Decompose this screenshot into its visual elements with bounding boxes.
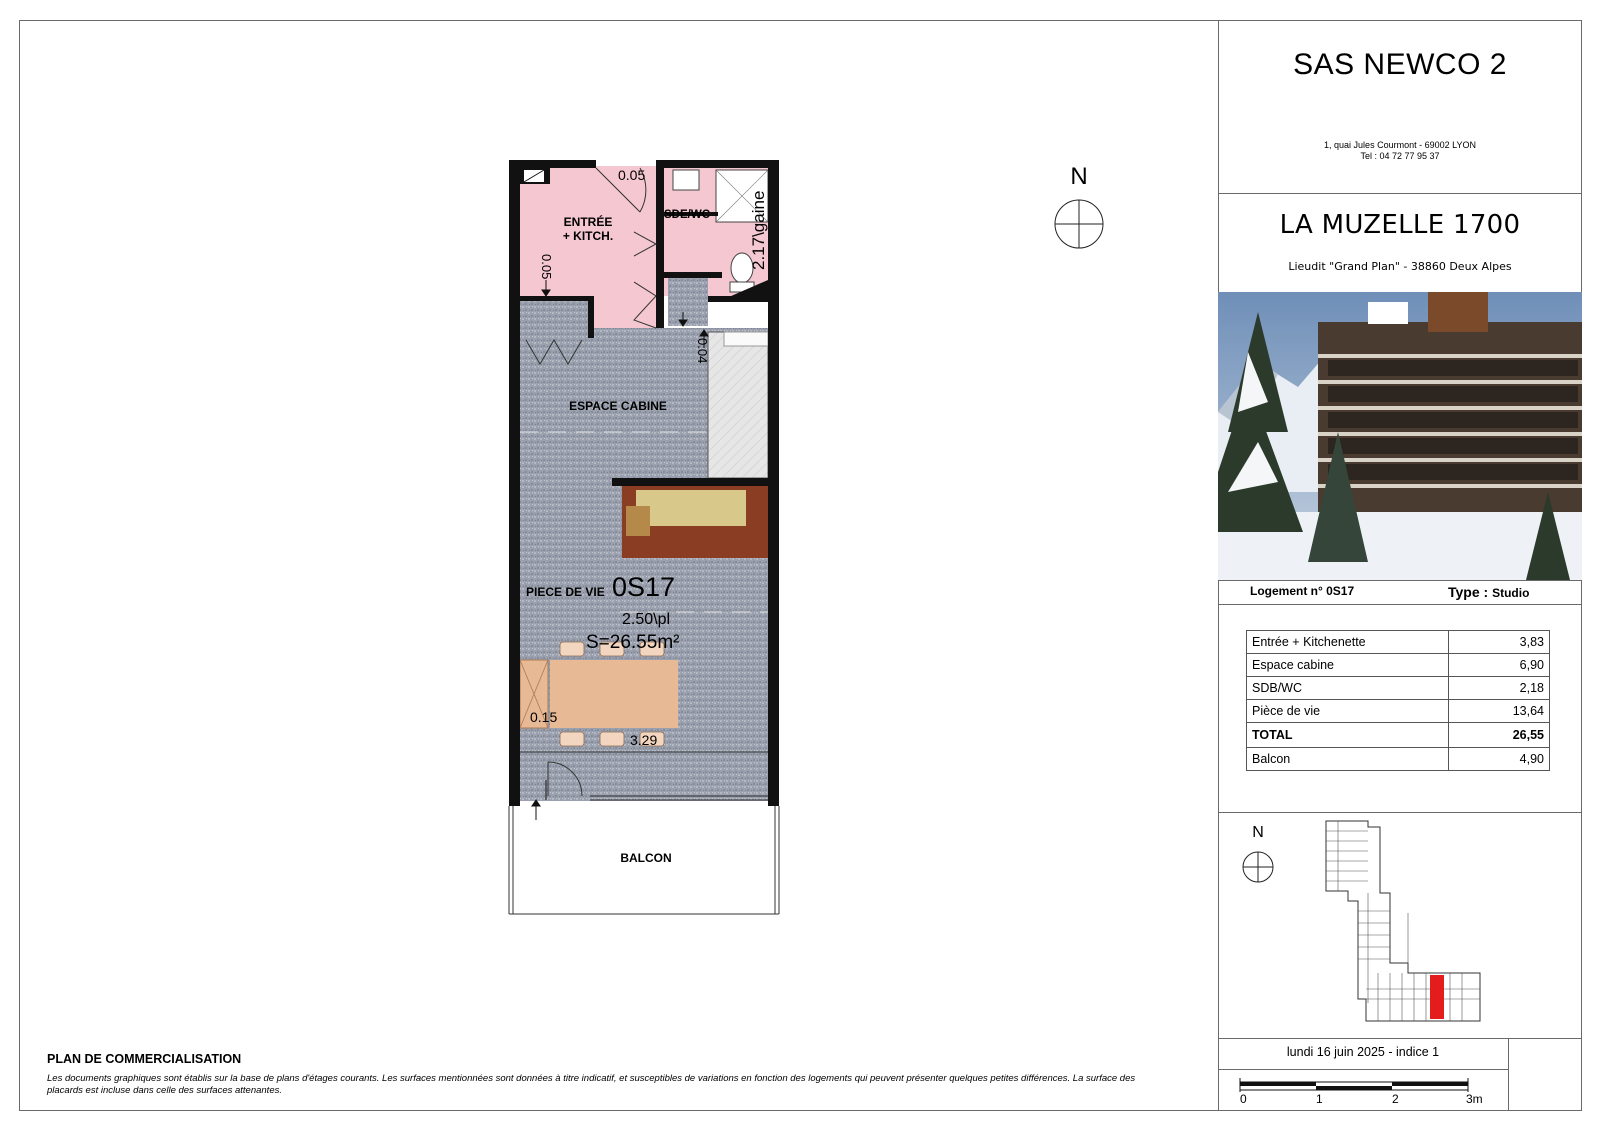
north-label: N: [1070, 163, 1088, 190]
dimension-label: 0.05: [539, 254, 554, 280]
label-espace-cabine: ESPACE CABINE: [569, 399, 667, 413]
surface-table: [1246, 630, 1550, 771]
keyplan-north-label: N: [1252, 824, 1264, 841]
dining-table: [550, 660, 678, 728]
scale-label: 2: [1392, 1092, 1399, 1106]
dimension-label: 0.15: [530, 709, 558, 725]
closet-entree: [518, 298, 592, 336]
bed: [708, 332, 768, 478]
table-row: Entrée + Kitchenette 3,83: [1247, 631, 1550, 654]
cartouche-divider: [1508, 1038, 1509, 1111]
cartouche-divider: [1218, 604, 1582, 605]
company-address: 1, quai Jules Courmont - 69002 LYON Tel : 04 72 77 95 37: [1324, 140, 1476, 161]
label-entree: ENTRÉE: [563, 215, 613, 229]
lot-number: Logement n° 0S17: [1250, 584, 1355, 598]
project-name: LA MUZELLE 1700: [1279, 210, 1521, 240]
building-photo: [1218, 292, 1582, 580]
sink: [673, 170, 699, 190]
key-plan: [1218, 813, 1582, 1037]
plan-date: lundi 16 juin 2025 - indice 1: [1286, 1045, 1440, 1059]
label-balcon: BALCON: [620, 851, 672, 865]
scale-label: 3m: [1466, 1092, 1483, 1106]
north-compass-icon: [1055, 200, 1103, 248]
footer-title: PLAN DE COMMERCIALISATION: [47, 1052, 242, 1066]
lot-type: Type : Studio: [1448, 584, 1530, 600]
keyplan-compass-icon: [1243, 852, 1273, 882]
project-site: Lieudit "Grand Plan" - 38860 Deux Alpes: [1288, 260, 1512, 273]
label-gaine: 2.17\gaine: [749, 190, 768, 270]
table-row: Balcon 4,90: [1247, 748, 1550, 771]
table-row: Espace cabine 6,90: [1247, 654, 1550, 677]
footer-disclaimer: Les documents graphiques sont établis sur la base de plans d'étages courants. Les surfaces mentionnées sont données à titre indicatif, et susceptibles de variations en fonction des logements qui peuvent présenter quelques petites différences. La surface des placards est incluse dans celle des surfaces attenantes.: [47, 1073, 1136, 1096]
company-name: SAS NEWCO 2: [1293, 48, 1507, 81]
closet-sdb: [668, 276, 708, 326]
label-lot: 0S17: [612, 572, 676, 602]
table-row: Pièce de vie 13,64: [1247, 700, 1550, 723]
dimension-label: 0.05: [618, 167, 646, 183]
table-row-total: TOTAL 26,55: [1247, 723, 1550, 748]
cartouche-divider: [1218, 193, 1582, 194]
scale-bar: [1218, 1070, 1508, 1110]
label-height: 2.50\pl: [622, 611, 671, 628]
scale-label: 1: [1316, 1092, 1323, 1106]
dimension-label: 3.29: [630, 732, 658, 748]
table-row: SDB/WC 2,18: [1247, 677, 1550, 700]
scale-label: 0: [1240, 1092, 1247, 1106]
label-piece-de-vie: PIECE DE VIE: [526, 585, 605, 599]
label-sdb: SDE/WC: [664, 209, 710, 221]
cartouche-divider: [1218, 580, 1582, 581]
dimension-label: 0.04: [695, 338, 710, 364]
current-lot-highlight: [1430, 975, 1444, 1019]
cartouche-divider: [1218, 1038, 1582, 1039]
label-surface: S=26.55m²: [586, 632, 680, 653]
label-kitch: + KITCH.: [562, 229, 614, 243]
